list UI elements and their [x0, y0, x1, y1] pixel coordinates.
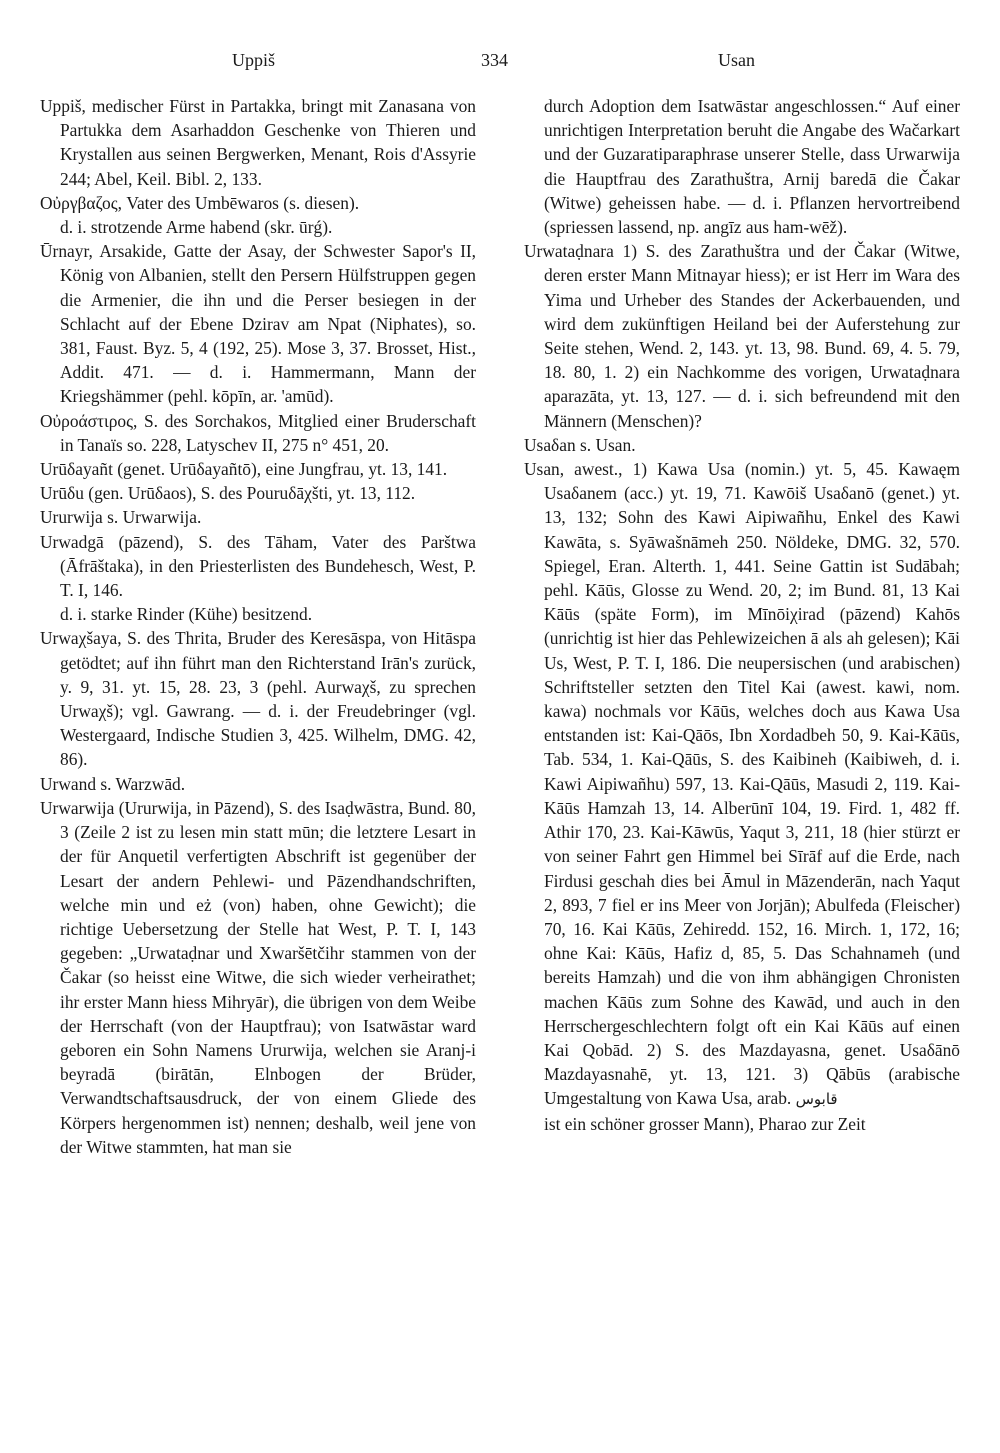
- entry-urnayr: Ūrnayr, Arsakide, Gatte der Asay, der Schwester Sapor's II, König von Albanien, stellt den Persern Hülfstruppen gegen die Armenier, die ihn und die Perser besiegen in der Schlacht auf der Ebene Dzirav am Npat (Niphates), so. 381, Faust. Byz. 5, 4 (192, 25). Mose 3, 37. Brosset, Hist., Addit. 471. — d. i. Hammermann, Mann der Kriegshämmer (pehl. kōpīn, ar. 'amūd).: [40, 241, 476, 407]
- entry-urwaxsaya: Urwaχšaya, S. des Thrita, Bruder des Keresāspa, von Hitāspa getödtet; auf ihn führt man den Richterstand Irān's zurück, y. 9, 31. yt. 15, 28. 23, 3 (pehl. Aurwaχš, zu sprechen Urwaχš); vgl. Gawrang. — d. i. der Freudebringer (vgl. Westergaard, Indische Studien 3, 425. Wilhelm, DMG. 42, 86).: [40, 628, 476, 770]
- entry-ourgbazos-gloss: d. i. strotzende Arme habend (skr. ūrǵ).: [60, 217, 333, 238]
- entry-ouroastiros: Οὐροάστιρος, S. des Sorchakos, Mitglied einer Bruderschaft in Tanaïs so. 228, Latyschev II, 275 n° 451, 20.: [40, 410, 476, 455]
- entry-urwand: Urwand s. Warzwād.: [40, 773, 186, 794]
- running-header: [40, 50, 960, 80]
- left-column: [40, 94, 476, 1159]
- entry-uppis: Uppiš, medischer Fürst in Partakka, bringt mit Zanasana von Partukka dem Asarhaddon Geschenke von Thieren und Krystallen aus seinen Bergwerken, Menant, Rois d'Assyrie 244; Abel, Keil. Bibl. 2, 133.: [40, 96, 476, 189]
- entry-urwadga-gloss: d. i. starke Rinder (Kühe) besitzend.: [60, 604, 313, 625]
- entry-urwarwija: Urwarwija (Ururwija, in Pāzend), S. des Isaḍwāstra, Bund. 80, 3 (Zeile 2 ist zu lesen min statt mūn; die letztere Lesart in der für Anquetil verfertigten Abschrift ist gegenüber der Lesart der andern Pehlewi- und Pāzendhandschriften, welche min und eż (von) haben, ohne Gewicht); die richtige Uebersetzung der Stelle hat West, P. T. I, 143 gegeben: „Urwataḍnar und Xwaršētčihr stammen von der Čakar (so heisst eine Witwe, die sich wieder verheirathet; ihr erster Mann hiess Mihryār), die übrigen von dem Weibe der Herrschaft (von der Hauptfrau); von Isatwāstar ward geboren ein Sohn Namens Ururwija, welchen sie Aranj-i beyradā (birātān, Elnbogen der Brüder, Verwandtschaftsausdruck, der von einem Gliede des Körpers hergenommen ist) nennen; deshalb, weil jene von der Witwe stammten, hat man sie: [40, 797, 476, 1157]
- entry-usadan: Usaδan s. Usan.: [524, 434, 636, 455]
- entry-usan-text: Usan, awest., 1) Kawa Usa (nomin.) yt. 5, 45. Kawaęm Usaδanem (acc.) yt. 19, 71. Kawōiš Usaδanō (genet.) yt. 13, 132; Sohn des Kawi Aipiwañhu, Enkel des Kawi Kawāta, s. Syāwašnāmeh 250. Nöldeke, DMG. 32, 570. Spiegel, Eran. Alterth. 1, 441. Seine Gattin ist Sudābah; pehl. Kāūs, Glosse zu Wend. 20, 2; im Bund. 81, 13 Kai Kāūs (späte Form), im Mīnōiχirad (pāzend) Kahōs (unrichtig ist hier das Pehlewizeichen ā als ah gelesen); Kāi Us, West, P. T. I, 186. Die neupersischen (und arabischen) Schriftsteller setzten den Titel Kai (awest. kawi, nom. kawa) nochmals vor Kāūs, welches doch aus Kawa Usa entstanden ist: Kai-Qāōs, Ibn Xordadbeh 50, 9. Kai-Kāūs, Tab. 534, 1. Kai-Qāūs, S. des Kaibineh (Kaibiweh, d. i. Kawi Aipiwañhu) 597, 13. Kai-Qāūs, Masudi 2, 119. Kai-Kāūs Hamzah 13, 14. Alberūnī 104, 19. Fird. 1, 482 ff. Athir 170, 23. Kai-Kāwūs, Yaqut 3, 211, 18 (hier stürzt er von seiner Fahrt gen Himmel bei Sīrāf auf die Erde, nach Firdusi geschah dies bei Āmul in Māzenderān, nach Yaqut 2, 893, 7 fiel er ins Meer von Jorjān); Abulfeda (Fleischer) 70, 16. Kai Kāūs, Zehiredd. 152, 16. Mirch. 1, 172, 16; ohne Kai: Kāūs, Hafiz d, 85, 5. Das Schahnameh (und bereits Hamzah) und die von ihm abhängigen Chronisten machen Kāūs zum Sohne des Kawād, und auch in den Herrschergeschlechtern folgt oft ein Kai Kāūs auf einen Kai Qobād. 2) S. des Mazdayasna, genet. Usaδānō Mazdayasnahē, yt. 13, 121. 3) Qābūs (arabische Umgestaltung von Kawa Usa, arab.: [524, 459, 960, 1109]
- entry-urwadga: Urwadgā (pāzend), S. des Tāham, Vater des Parštwa (Āfrāštaka), in den Priesterlisten des Bundehesch, West, P. T. I, 146.: [40, 531, 476, 601]
- entry-usan-last-line: ist ein schöner grosser Mann), Pharao zur Zeit: [544, 1113, 866, 1134]
- entry-ururwija: Ururwija s. Urwarwija.: [40, 507, 202, 528]
- entry-urwarwija-continued: durch Adoption dem Isatwāstar angeschlossen.“ Auf einer unrichtigen Interpretation beruht die Angabe des Wačarkart und der Guzaratiparaphrase unserer Stelle, dass Urwarwija die Hauptfrau des Zarathuštra, Arnij baredā die Čakar (Witwe) geheissen habe. — d. i. Pflanzen hervortreibend (spriessen lassend, np. angīz aus ham-wēž).: [544, 96, 960, 238]
- right-column: [524, 94, 960, 1136]
- arabic-word: قابوس: [795, 1090, 838, 1109]
- entry-urudayant: Urūδayañt (genet. Urūδayañtō), eine Jungfrau, yt. 13, 141.: [40, 459, 448, 480]
- header-right-headword: Usan: [718, 50, 755, 70]
- entry-urudu: Urūδu (gen. Urūδaos), S. des Pouruδāχšti, yt. 13, 112.: [40, 483, 416, 504]
- page-number: 334: [481, 50, 508, 70]
- entry-usan: [524, 457, 960, 1111]
- header-left-headword: Uppiš: [232, 50, 276, 70]
- entry-ourgbazos: Οὐργβαζος, Vater des Umbēwaros (s. diesen).: [40, 192, 360, 213]
- entry-urwatadnara: Urwataḍnara 1) S. des Zarathuštra und der Čakar (Witwe, deren erster Mann Mitnayar hiess); er ist Herr im Wara des Yima und Urheber des Standes der Ackerbauenden, und wird dem zukünftigen Heiland bei der Auferstehung zur Seite stehen, Wend. 2, 143. yt. 13, 98. Bund. 69, 4. 5. 79, 18. 80, 1. 2) ein Nachkomme des vorigen, Urwataḍnara aparazāta, yt. 13, 127. — d. i. sich befreundend mit den Männern (Menschen)?: [524, 241, 960, 431]
